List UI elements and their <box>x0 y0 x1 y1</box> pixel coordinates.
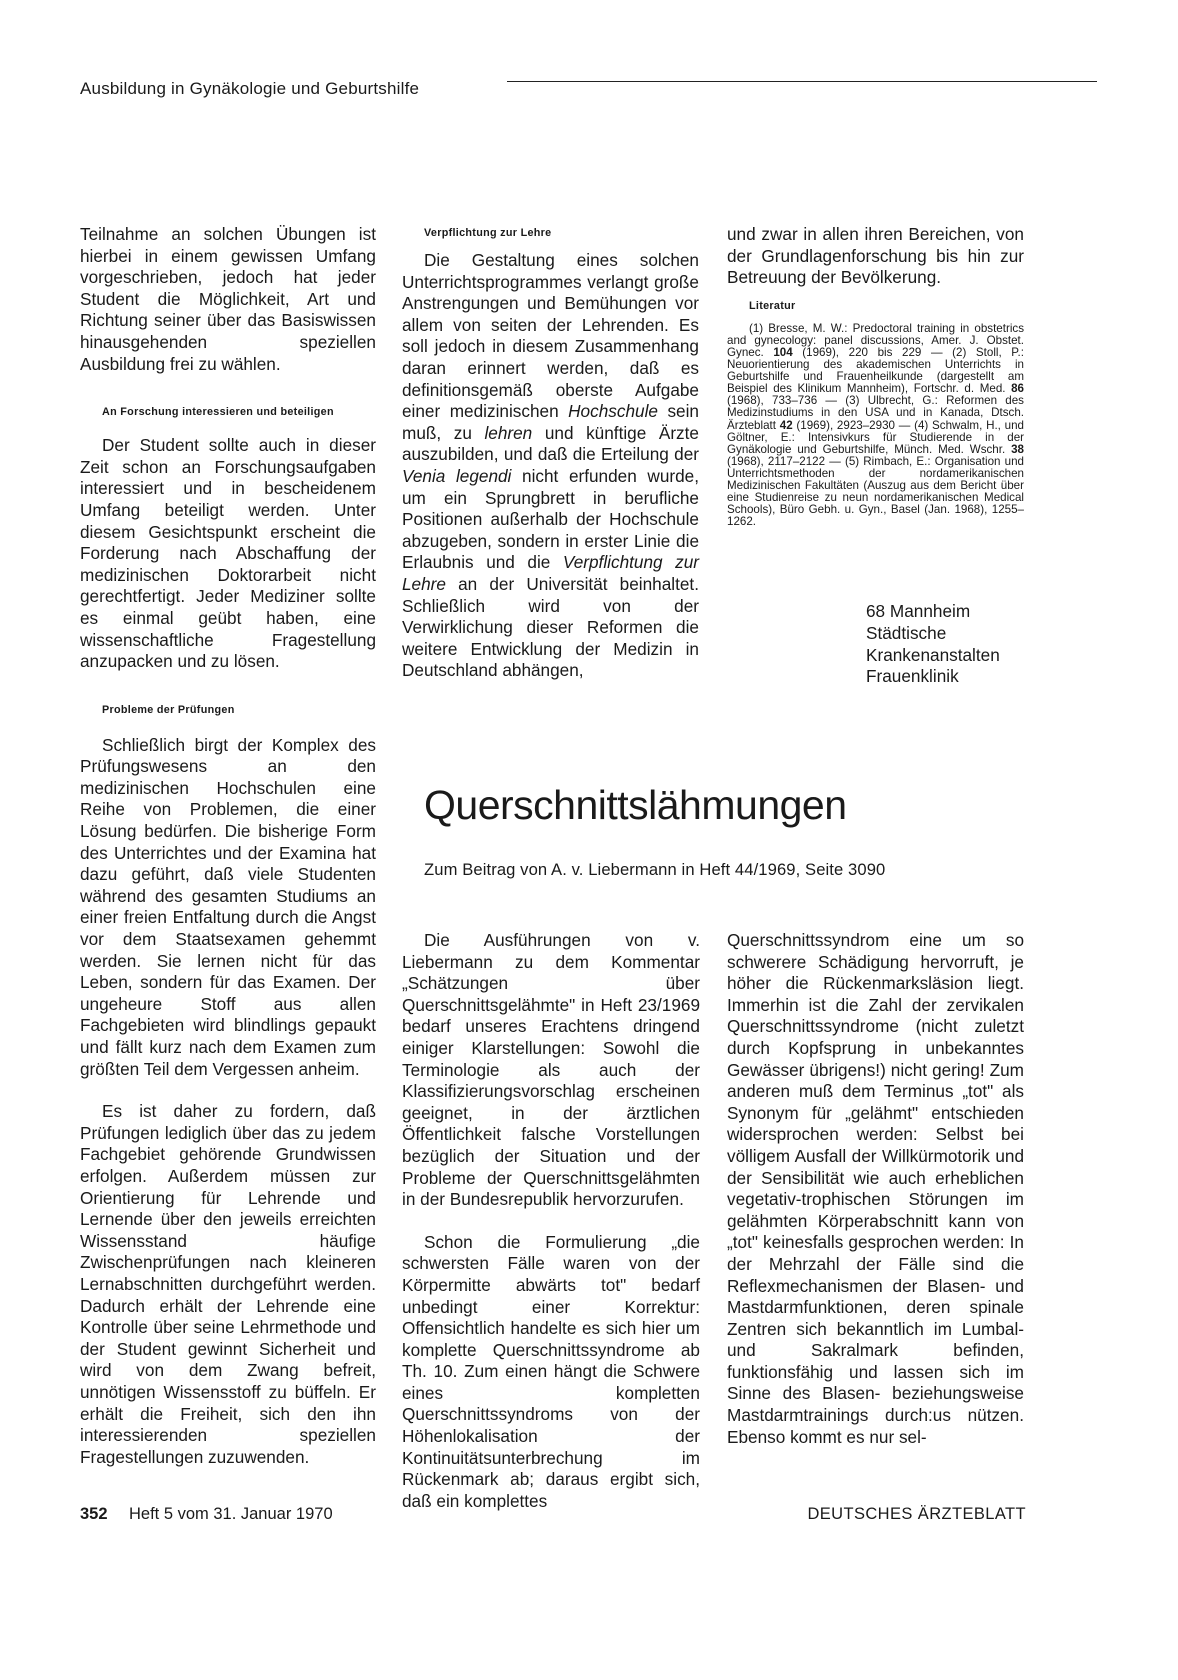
references-heading: Literatur <box>749 299 796 312</box>
issue-info: Heft 5 vom 31. Januar 1970 <box>129 1505 333 1523</box>
column-3 <box>727 224 1024 528</box>
header-rule <box>507 81 1097 82</box>
article2-paragraph-3: Querschnittssyndrom eine um so schwerere Schädigung hervorruft, je höher die Rückenmarksläsion liegt. Immerhin ist die Zahl der zervikalen Querschnittssyndrome (nicht zuletzt durch Kopfsprung in unbekanntes Gewässer übrigens!) nicht gering! Zum anderen muß dem Terminus „tot" als Synonym für „gelähmt" entschieden widersprochen werden: Selbst bei völligem Ausfall der Willkürmotorik und der Sensibilität wie auch erheblichen vegetativ-trophischen Störungen im gelähmten Körperabschnitt kann von „tot" keinesfalls gesprochen werden: In der Mehrzahl der Fälle sind die Reflexmechanismen der Blasen- und Mastdarmfunktionen, deren spinale Zentren sich bekanntlich im Lumbal- und Sakralmark befinden, funktionsfähig und lassen sich im Sinne des Blasen- beziehungsweise Mastdarmtrainings durch:us nützen. Ebenso kommt es nur sel- <box>727 930 1024 1447</box>
col2-paragraph-1: Die Gestaltung eines solchen Unterrichtsprogrammes verlangt große Anstrengungen und Bemühungen vor allem von seiten der Lehrenden. Es soll jedoch in diesem Zusammenhang daran erinnert werden, daß es definitionsgemäß oberste Aufgabe einer medizinischen Hochschule sein muß, zu lehren und künftige Ärzte auszubilden, und daß die Erteilung der Venia legendi nicht erfunden wurde, um ein Sprungbrett in berufliche Positionen außerhalb der Hochschule abzugeben, sondern in erster Linie die Erlaubnis und die Verpflichtung zur Lehre an der Universität beinhaltet. Schließlich wird von der Verwirklichung dieser Reformen die weitere Entwicklung der Medizin in Deutschland abhängen, <box>402 250 700 681</box>
references-list <box>727 323 1024 529</box>
article-title: Querschnittslähmungen <box>424 782 847 828</box>
address-line-4: Frauenklinik <box>866 666 959 687</box>
col2-subheading-teaching: Verpflichtung zur Lehre <box>424 227 552 239</box>
running-head: Ausbildung in Gynäkologie und Geburtshilfe <box>80 79 420 98</box>
article2-paragraph-1: Die Ausführungen von v. Liebermann zu dem Kommentar „Schätzungen über Querschnittsgelähmte" in Heft 23/1969 bedarf unseres Erachtens dringend einiger Klarstellungen: Sowohl die Terminologie als auch der Klassifizierungsvorschlag erscheinen geeignet, in der ärztlichen Öffentlichkeit falsche Vorstellungen bezüglich der Situation und der Probleme der Querschnittsgelähmten in der Bundesrepublik hervorzurufen. <box>402 930 700 1210</box>
column-2 <box>402 224 699 682</box>
col1-subheading-exams: Probleme der Prüfungen <box>102 703 235 716</box>
reference-3: (3) Ulbrecht, G.: Reformen des Medizinstudiums in den USA und in Kanada, Dtsch. Ärzteblatt 42 (1969), 2923–2930 — <box>727 394 1024 432</box>
col1-subheading-research: An Forschung interessieren und beteiligen <box>102 406 334 419</box>
reference-5: (5) Rimbach, E.: Organisation und Unterrichtsmethoden der nordamerikanischen Medizinischen Fakultäten (Auszug aus dem Bericht über eine Studienreise zu neun nordamerikanischen Medical Schools), Büro Gebh. u. Gyn., Basel (Jan. 1968), 1255–1262. <box>727 454 1024 529</box>
address-line-1: 68 Mannheim <box>866 601 971 621</box>
reference-2: (2) Stoll, P.: Neuorientierung des akademischen Unterrichts in Geburtshilfe und Frauenheilkunde (dargestellt am Beispiel des Klinikum Mannheim), Fortschr. d. Med. 86 (1968), 733–736 — <box>727 345 1024 408</box>
col1-paragraph-1: Teilnahme an solchen Übungen ist hierbei in einem gewissen Umfang vorgeschrieben, jedoch hat jeder Student die Möglichkeit, Art und Richtung seiner über das Basiswissen hinausgehenden speziellen Ausbildung frei zu wählen. <box>80 224 376 374</box>
journal-name: DEUTSCHES ÄRZTEBLATT <box>807 1505 1026 1523</box>
col3-paragraph-1: und zwar in allen ihren Bereichen, von der Grundlagenforschung bis hin zur Betreuung der Bevölkerung. <box>727 224 1024 288</box>
col1-paragraph-4: Es ist daher zu fordern, daß Prüfungen lediglich über das zu jedem Fachgebiet gehörende Grundwissen erfolgen. Außerdem müssen zur Orientierung für Lehrende und Lernende über den jeweils erreichten Wissensstand häufige Zwischenprüfungen nach kleineren Lernabschnitten durchgeführt werden. Dadurch erhält der Lehrende eine Kontrolle über seine Lehrmethode und der Student gewinnt Sicherheit und wird von dem Zwang befreit, unnötigen Wissensstoff zu büffeln. Er erhält die Freiheit, sich den ihn interessierenden speziellen Fragestellungen zuzuwenden. <box>80 1101 376 1467</box>
col1-paragraph-3: Schließlich birgt der Komplex des Prüfungswesens an den medizinischen Hochschulen eine Reihe von Problemen, die einer Lösung bedürfen. Die bisherige Form des Unterrichtes und der Examina hat dazu geführt, daß viele Studenten während des gesamten Studiums an einer freien Entfaltung durch die Angst vor dem Staatsexamen gehemmt werden. Sie lernen nicht für das Leben, sondern für das Examen. Der ungeheure Stoff aus allen Fachgebieten wird blindlings gepaukt und fällt kurz nach dem Examen zum größten Teil dem Vergessen anheim. <box>80 734 376 1079</box>
article2-column-left <box>402 930 700 1512</box>
author-address <box>866 601 1000 688</box>
column-1 <box>80 224 376 1468</box>
article2-paragraph-2: Schon die Formulierung „die schwersten Fälle waren von der Körpermitte abwärts tot" bedarf unbedingt einer Korrektur: Offensichtlich handelte es sich hier um komplette Querschnittssyndrome ab Th. 10. Zum einen hängt die Schwere eines kompletten Querschnittssyndroms von der Höhenlokalisation der Kontinuitätsunterbrechung im Rückenmark ab; daraus ergibt sich, daß ein komplettes <box>402 1231 700 1511</box>
col1-paragraph-2: Der Student sollte auch in dieser Zeit schon an Forschungsaufgaben interessiert und in bescheidenem Umfang beteiligt werden. Unter diesem Gesichtspunkt erscheint die Forderung nach Abschaffung der medizinischen Doktorarbeit nicht gerechtfertigt. Jeder Mediziner sollte es einmal geübt haben, eine wissenschaftliche Fragestellung anzupacken und zu lösen. <box>80 435 376 672</box>
reference-1: (1) Bresse, M. W.: Predoctoral training in obstetrics and gynecology: panel discussions, Amer. J. Obstet. Gynec. 104 (1969), 220 bis 229 — <box>727 321 1024 359</box>
address-line-3: Krankenanstalten <box>866 644 1000 665</box>
address-line-2: Städtische <box>866 622 947 643</box>
article2-column-right <box>727 930 1024 1448</box>
article-subtitle: Zum Beitrag von A. v. Liebermann in Heft 44/1969, Seite 3090 <box>424 860 886 879</box>
reference-4: (4) Schwalm, H., und Göltner, E.: Intensivkurs für Studierende in der Gynäkologie und Geburtshilfe, Münch. Med. Wschr. 38 (1968), 2117–2122 — <box>727 418 1025 468</box>
page-number: 352 <box>80 1505 108 1523</box>
